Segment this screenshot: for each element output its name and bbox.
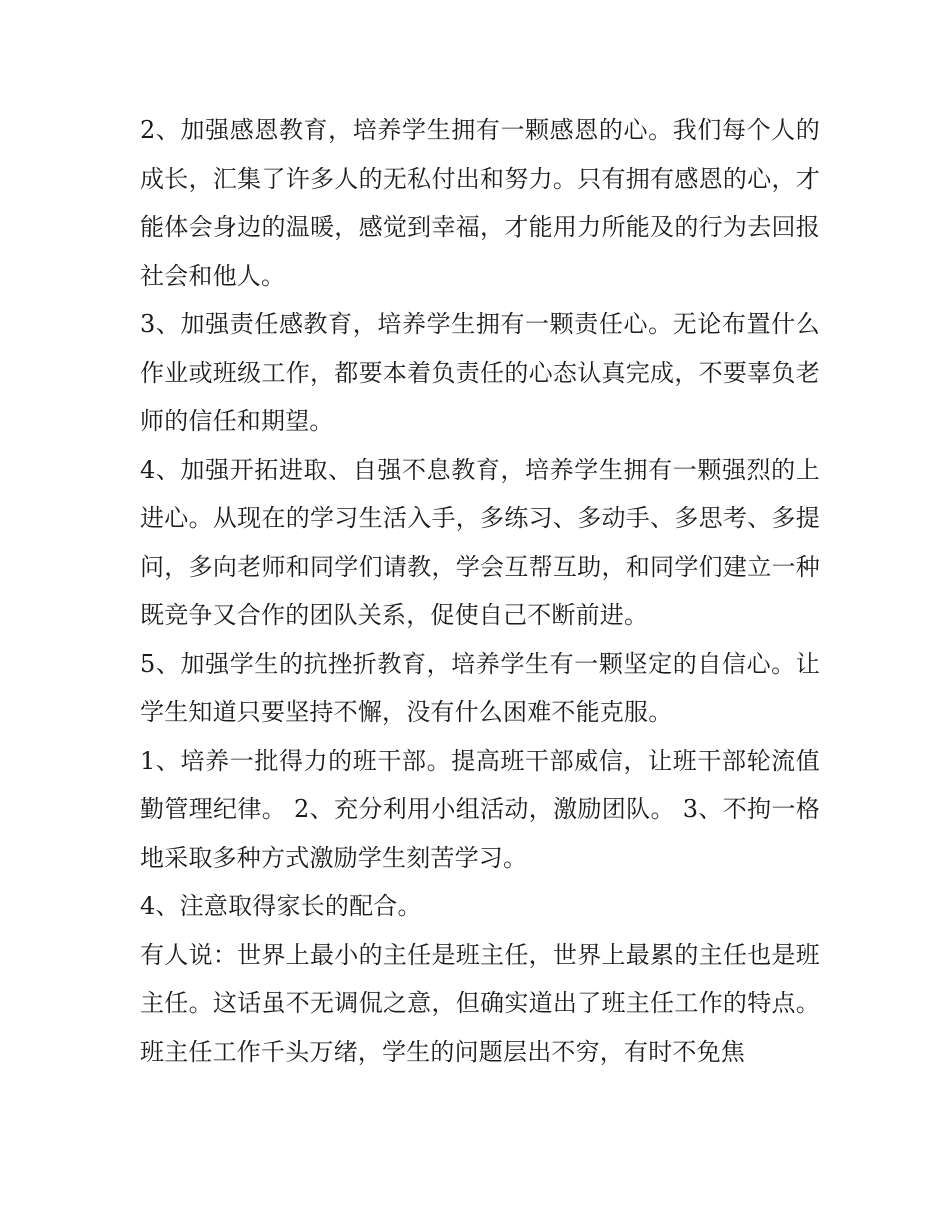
- document-body: [140, 106, 820, 1076]
- paragraph-parent-cooperation: 4、注意取得家长的配合。: [140, 892, 422, 920]
- paragraph-class-cadres: 1、培养一批得力的班干部。提高班干部威信，让班干部轮流值勤管理纪律。 2、充分利用小组活动，激励团队。 3、不拘一格地采取多种方式激励学生刻苦学习。: [140, 746, 820, 872]
- paragraph-head-teacher: 有人说：世界上最小的主任是班主任，世界上最累的主任也是班主任。这话虽不无调侃之意，但确实道出了班主任工作的特点。班主任工作千头万绪，学生的问题层出不穷，有时不免焦: [140, 940, 820, 1066]
- paragraph-responsibility-education: 3、加强责任感教育，培养学生拥有一颗责任心。无论布置什么作业或班级工作，都要本着负责任的心态认真完成，不要辜负老师的信任和期望。: [140, 310, 820, 435]
- paragraph-gratitude-education: 2、加强感恩教育，培养学生拥有一颗感恩的心。我们每个人的成长，汇集了许多人的无私付出和努力。只有拥有感恩的心，才能体会身边的温暖，感觉到幸福，才能用力所能及的行为去回报社会和他人。: [140, 116, 820, 290]
- paragraph-progress-education: 4、加强开拓进取、自强不息教育，培养学生拥有一颗强烈的上进心。从现在的学习生活入手，多练习、多动手、多思考、多提问，多向老师和同学们请教，学会互帮互助，和同学们建立一种既竞争又合作的团队关系，促使自己不断前进。: [140, 455, 820, 629]
- paragraph-resilience-education: 5、加强学生的抗挫折教育，培养学生有一颗坚定的自信心。让学生知道只要坚持不懈，没有什么困难不能克服。: [140, 649, 820, 726]
